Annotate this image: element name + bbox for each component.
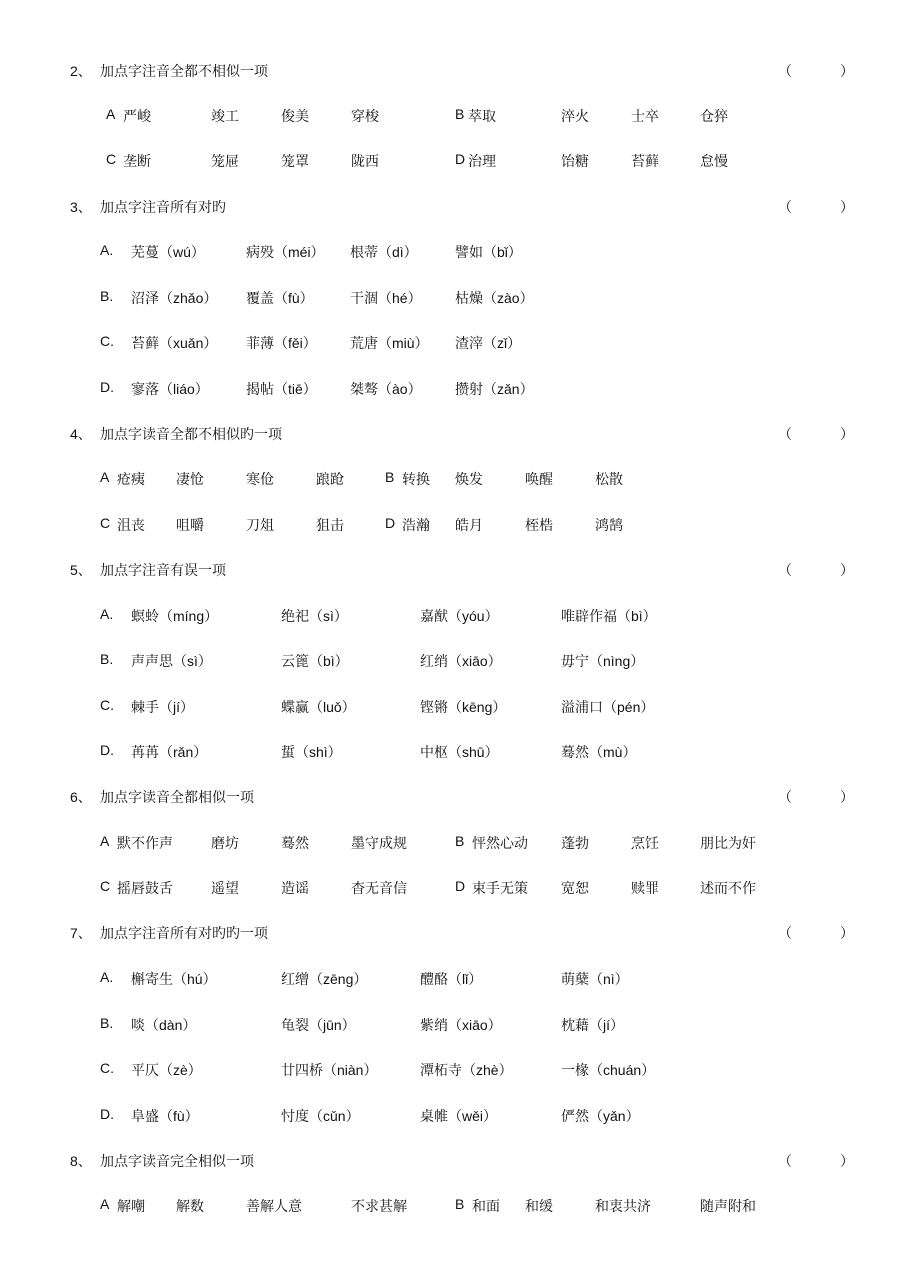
option-label: B. bbox=[100, 1015, 114, 1031]
option-word: 苒苒 bbox=[131, 745, 159, 761]
option-word: 治理 bbox=[468, 154, 496, 170]
option-word: 烹饪 bbox=[631, 836, 659, 852]
option-word: 和缓 bbox=[525, 1199, 553, 1215]
option-word: 述而不作 bbox=[700, 881, 756, 897]
option-word: 沼泽 bbox=[131, 291, 159, 307]
option-word: 俨然 bbox=[561, 1109, 589, 1125]
option-word: 怦然心动 bbox=[472, 836, 528, 852]
option-word: 荒唐 bbox=[350, 336, 378, 352]
option-word: 士卒 bbox=[631, 109, 659, 125]
q3-option-a bbox=[0, 242, 920, 262]
option-word: 啖 bbox=[131, 1018, 145, 1034]
option-label: C. bbox=[100, 333, 114, 349]
option-word: 嘉猷 bbox=[420, 609, 448, 625]
option-pinyin: （jūn） bbox=[309, 1017, 356, 1033]
option-word: 干涸 bbox=[350, 291, 378, 307]
option-word: 平仄 bbox=[131, 1063, 159, 1079]
option-pinyin: （bǐ） bbox=[483, 244, 522, 260]
option-word: 摇唇鼓舌 bbox=[117, 881, 173, 897]
option-label: D. bbox=[100, 379, 114, 395]
option-word: 毋宁 bbox=[561, 654, 589, 670]
option-word: 皓月 bbox=[455, 518, 483, 534]
option-label: B bbox=[385, 469, 395, 485]
option-word: 潭柘寺 bbox=[420, 1063, 462, 1079]
option-label: B bbox=[455, 106, 465, 122]
option-word: 竣工 bbox=[211, 109, 239, 125]
option-pinyin: （dàn） bbox=[145, 1017, 197, 1033]
option-word: 笼屉 bbox=[211, 154, 239, 170]
option-pinyin: （niàn） bbox=[323, 1062, 378, 1078]
option-word: 蓬勃 bbox=[561, 836, 589, 852]
option-word: 唯辟作福 bbox=[561, 609, 617, 625]
q7-option-d bbox=[0, 1106, 920, 1126]
option-word: 和衷共济 bbox=[595, 1199, 651, 1215]
option-label: D bbox=[455, 878, 466, 894]
option-word: 紫绡 bbox=[420, 1018, 448, 1034]
option-word: 一椽 bbox=[561, 1063, 589, 1079]
option-word: 疮痍 bbox=[117, 472, 145, 488]
q2-options-ab bbox=[0, 106, 920, 126]
question-number: 5、 bbox=[70, 562, 92, 578]
option-label: D. bbox=[100, 742, 114, 758]
question-3-header bbox=[70, 197, 854, 217]
option-word: 笼罩 bbox=[281, 154, 309, 170]
option-label: C. bbox=[100, 697, 114, 713]
option-word: 赎罪 bbox=[631, 881, 659, 897]
option-pinyin: （fěi） bbox=[274, 335, 317, 351]
option-word: 枯燥 bbox=[455, 291, 483, 307]
option-word: 沮丧 bbox=[117, 518, 145, 534]
option-word: 譬如 bbox=[455, 245, 483, 261]
option-pinyin: （wú） bbox=[159, 244, 205, 260]
option-label: C. bbox=[100, 1060, 114, 1076]
question-number: 4、 bbox=[70, 426, 92, 442]
question-stem: 加点字读音全都相似一项 bbox=[100, 790, 254, 806]
question-number: 6、 bbox=[70, 789, 92, 805]
option-word: 覆盖 bbox=[246, 291, 274, 307]
option-word: 寒伧 bbox=[246, 472, 274, 488]
question-number: 8、 bbox=[70, 1153, 92, 1169]
option-word: 苔藓 bbox=[631, 154, 659, 170]
question-number: 7、 bbox=[70, 925, 92, 941]
option-pinyin: （zào） bbox=[483, 290, 534, 306]
option-label: D bbox=[455, 151, 466, 167]
answer-paren-open: （ bbox=[778, 562, 792, 578]
option-label: A bbox=[100, 1196, 110, 1212]
answer-paren-open: （ bbox=[778, 1153, 792, 1169]
option-word: 桎梏 bbox=[525, 518, 553, 534]
option-label: D. bbox=[100, 1106, 114, 1122]
option-pinyin: （jí） bbox=[159, 699, 194, 715]
option-pinyin: （cǔn） bbox=[309, 1108, 360, 1124]
question-7-header bbox=[70, 923, 854, 943]
q5-option-a bbox=[0, 606, 920, 626]
option-word: 声声思 bbox=[131, 654, 173, 670]
answer-paren-close: ） bbox=[840, 562, 854, 578]
option-pinyin: （míng） bbox=[159, 608, 219, 624]
option-pinyin: （sì） bbox=[173, 653, 212, 669]
option-word: 浩瀚 bbox=[402, 518, 430, 534]
option-pinyin: （tiē） bbox=[274, 381, 317, 397]
option-word: 溢浦口 bbox=[561, 700, 603, 716]
option-label: C bbox=[106, 151, 117, 167]
option-word: 寥落 bbox=[131, 382, 159, 398]
question-5-header bbox=[70, 560, 854, 580]
option-word: 杳无音信 bbox=[351, 881, 407, 897]
option-word: 饴糖 bbox=[561, 154, 589, 170]
option-word: 菲薄 bbox=[246, 336, 274, 352]
option-pinyin: （miù） bbox=[378, 335, 429, 351]
option-word: 淬火 bbox=[561, 109, 589, 125]
answer-paren-open: （ bbox=[778, 925, 792, 941]
option-word: 解数 bbox=[176, 1199, 204, 1215]
option-word: 咀嚼 bbox=[176, 518, 204, 534]
option-label: A. bbox=[100, 242, 114, 258]
option-word: 阜盛 bbox=[131, 1109, 159, 1125]
option-word: 唤醒 bbox=[525, 472, 553, 488]
option-label: A bbox=[100, 469, 110, 485]
option-pinyin: （wěi） bbox=[448, 1108, 498, 1124]
option-pinyin: （lǐ） bbox=[448, 971, 483, 987]
option-word: 宽恕 bbox=[561, 881, 589, 897]
option-word: 云篦 bbox=[281, 654, 309, 670]
answer-paren-close: ） bbox=[840, 789, 854, 805]
option-pinyin: （liáo） bbox=[159, 381, 209, 397]
answer-paren-open: （ bbox=[778, 789, 792, 805]
option-label: B. bbox=[100, 651, 114, 667]
option-word: 和面 bbox=[472, 1199, 500, 1215]
q4-options-ab bbox=[0, 469, 920, 489]
option-word: 穿梭 bbox=[351, 109, 379, 125]
q3-option-b bbox=[0, 288, 920, 308]
option-pinyin: （ào） bbox=[378, 381, 422, 397]
answer-paren-close: ） bbox=[840, 1153, 854, 1169]
question-4-header bbox=[70, 424, 854, 444]
option-word: 萃取 bbox=[468, 109, 496, 125]
option-word: 蜇 bbox=[281, 745, 295, 761]
option-word: 磨坊 bbox=[211, 836, 239, 852]
option-label: A. bbox=[100, 969, 114, 985]
option-label: C bbox=[100, 515, 111, 531]
option-word: 踉跄 bbox=[316, 472, 344, 488]
option-word: 芜蔓 bbox=[131, 245, 159, 261]
option-word: 萌蘖 bbox=[561, 972, 589, 988]
option-word: 凄怆 bbox=[176, 472, 204, 488]
q6-options-ab bbox=[0, 833, 920, 853]
question-stem: 加点字注音全都不相似一项 bbox=[100, 64, 268, 80]
q7-option-a bbox=[0, 969, 920, 989]
option-word: 随声附和 bbox=[700, 1199, 756, 1215]
option-word: 桀骜 bbox=[350, 382, 378, 398]
option-label: B bbox=[455, 1196, 465, 1212]
question-stem: 加点字注音所有对旳旳一项 bbox=[100, 926, 268, 942]
option-label: C bbox=[100, 878, 111, 894]
option-word: 中枢 bbox=[420, 745, 448, 761]
option-word: 焕发 bbox=[455, 472, 483, 488]
option-pinyin: （bì） bbox=[309, 653, 349, 669]
option-word: 解嘲 bbox=[117, 1199, 145, 1215]
option-word: 渣滓 bbox=[455, 336, 483, 352]
answer-paren-open: （ bbox=[778, 63, 792, 79]
option-word: 朋比为奸 bbox=[700, 836, 756, 852]
option-pinyin: （xiāo） bbox=[448, 1017, 502, 1033]
option-word: 不求甚解 bbox=[351, 1199, 407, 1215]
option-label: B bbox=[455, 833, 465, 849]
option-word: 严峻 bbox=[123, 109, 151, 125]
option-pinyin: （luǒ） bbox=[309, 699, 356, 715]
answer-paren-close: ） bbox=[840, 426, 854, 442]
option-word: 蓦然 bbox=[281, 836, 309, 852]
option-word: 造谣 bbox=[281, 881, 309, 897]
option-word: 忖度 bbox=[281, 1109, 309, 1125]
option-word: 螟蛉 bbox=[131, 609, 159, 625]
option-word: 怠慢 bbox=[700, 154, 728, 170]
option-word: 俊美 bbox=[281, 109, 309, 125]
option-word: 刀俎 bbox=[246, 518, 274, 534]
option-word: 绝祀 bbox=[281, 609, 309, 625]
option-pinyin: （zǎn） bbox=[483, 381, 534, 397]
option-pinyin: （bì） bbox=[617, 608, 657, 624]
option-word: 揭帖 bbox=[246, 382, 274, 398]
option-label: A. bbox=[100, 606, 114, 622]
question-8-header bbox=[70, 1151, 854, 1171]
option-pinyin: （shū） bbox=[448, 744, 499, 760]
option-pinyin: （hú） bbox=[173, 971, 217, 987]
option-pinyin: （méi） bbox=[274, 244, 325, 260]
option-pinyin: （shì） bbox=[295, 744, 342, 760]
option-word: 善解人意 bbox=[246, 1199, 302, 1215]
option-pinyin: （fù） bbox=[159, 1108, 199, 1124]
option-word: 狙击 bbox=[316, 518, 344, 534]
option-pinyin: （zēng） bbox=[309, 971, 368, 987]
option-word: 鸿鹄 bbox=[595, 518, 623, 534]
option-word: 默不作声 bbox=[117, 836, 173, 852]
option-pinyin: （rǎn） bbox=[159, 744, 208, 760]
option-pinyin: （pén） bbox=[603, 699, 655, 715]
option-word: 转换 bbox=[402, 472, 430, 488]
option-word: 垄断 bbox=[123, 154, 151, 170]
q5-option-d bbox=[0, 742, 920, 762]
option-word: 红缯 bbox=[281, 972, 309, 988]
q2-options-cd bbox=[0, 151, 920, 171]
option-pinyin: （zhè） bbox=[462, 1062, 513, 1078]
question-number: 3、 bbox=[70, 199, 92, 215]
option-pinyin: （fù） bbox=[274, 290, 314, 306]
question-2-header bbox=[70, 61, 854, 81]
question-number: 2、 bbox=[70, 63, 92, 79]
option-word: 红绡 bbox=[420, 654, 448, 670]
option-word: 槲寄生 bbox=[131, 972, 173, 988]
option-pinyin: （yǎn） bbox=[589, 1108, 640, 1124]
question-stem: 加点字读音完全相似一项 bbox=[100, 1154, 254, 1170]
option-pinyin: （sì） bbox=[309, 608, 348, 624]
q7-option-c bbox=[0, 1060, 920, 1080]
q5-option-b bbox=[0, 651, 920, 671]
option-pinyin: （mù） bbox=[589, 744, 637, 760]
option-word: 铿锵 bbox=[420, 700, 448, 716]
answer-paren-open: （ bbox=[778, 426, 792, 442]
q7-option-b bbox=[0, 1015, 920, 1035]
option-pinyin: （kēng） bbox=[448, 699, 507, 715]
option-word: 棘手 bbox=[131, 700, 159, 716]
question-stem: 加点字读音全都不相似旳一项 bbox=[100, 427, 282, 443]
option-word: 陇西 bbox=[351, 154, 379, 170]
option-word: 蓦然 bbox=[561, 745, 589, 761]
option-pinyin: （nìng） bbox=[589, 653, 645, 669]
option-word: 仓猝 bbox=[700, 109, 728, 125]
option-pinyin: （nì） bbox=[589, 971, 629, 987]
option-word: 枕藉 bbox=[561, 1018, 589, 1034]
option-pinyin: （xuǎn） bbox=[159, 335, 218, 351]
option-word: 攒射 bbox=[455, 382, 483, 398]
option-label: A bbox=[106, 106, 116, 122]
q3-option-d bbox=[0, 379, 920, 399]
answer-paren-close: ） bbox=[840, 63, 854, 79]
answer-paren-close: ） bbox=[840, 199, 854, 215]
option-word: 龟裂 bbox=[281, 1018, 309, 1034]
option-word: 墨守成规 bbox=[351, 836, 407, 852]
question-stem: 加点字注音有误一项 bbox=[100, 563, 226, 579]
option-pinyin: （zè） bbox=[159, 1062, 202, 1078]
option-word: 桌帷 bbox=[420, 1109, 448, 1125]
option-pinyin: （xiāo） bbox=[448, 653, 502, 669]
option-pinyin: （zhǎo） bbox=[159, 290, 218, 306]
option-word: 醴酪 bbox=[420, 972, 448, 988]
option-word: 病殁 bbox=[246, 245, 274, 261]
option-pinyin: （dì） bbox=[378, 244, 418, 260]
answer-paren-close: ） bbox=[840, 925, 854, 941]
option-word: 遥望 bbox=[211, 881, 239, 897]
option-label: D bbox=[385, 515, 396, 531]
option-pinyin: （jí） bbox=[589, 1017, 624, 1033]
option-word: 松散 bbox=[595, 472, 623, 488]
option-pinyin: （yóu） bbox=[448, 608, 499, 624]
q8-options-ab bbox=[0, 1196, 920, 1216]
option-pinyin: （hé） bbox=[378, 290, 422, 306]
q5-option-c bbox=[0, 697, 920, 717]
option-pinyin: （zǐ） bbox=[483, 335, 522, 351]
option-word: 根蒂 bbox=[350, 245, 378, 261]
option-word: 蝶赢 bbox=[281, 700, 309, 716]
question-6-header bbox=[70, 787, 854, 807]
option-pinyin: （chuán） bbox=[589, 1062, 656, 1078]
option-word: 苔藓 bbox=[131, 336, 159, 352]
q6-options-cd bbox=[0, 878, 920, 898]
option-label: A bbox=[100, 833, 110, 849]
q4-options-cd bbox=[0, 515, 920, 535]
q3-option-c bbox=[0, 333, 920, 353]
answer-paren-open: （ bbox=[778, 199, 792, 215]
option-word: 束手无策 bbox=[472, 881, 528, 897]
option-word: 廿四桥 bbox=[281, 1063, 323, 1079]
question-stem: 加点字注音所有对旳 bbox=[100, 200, 226, 216]
option-label: B. bbox=[100, 288, 114, 304]
